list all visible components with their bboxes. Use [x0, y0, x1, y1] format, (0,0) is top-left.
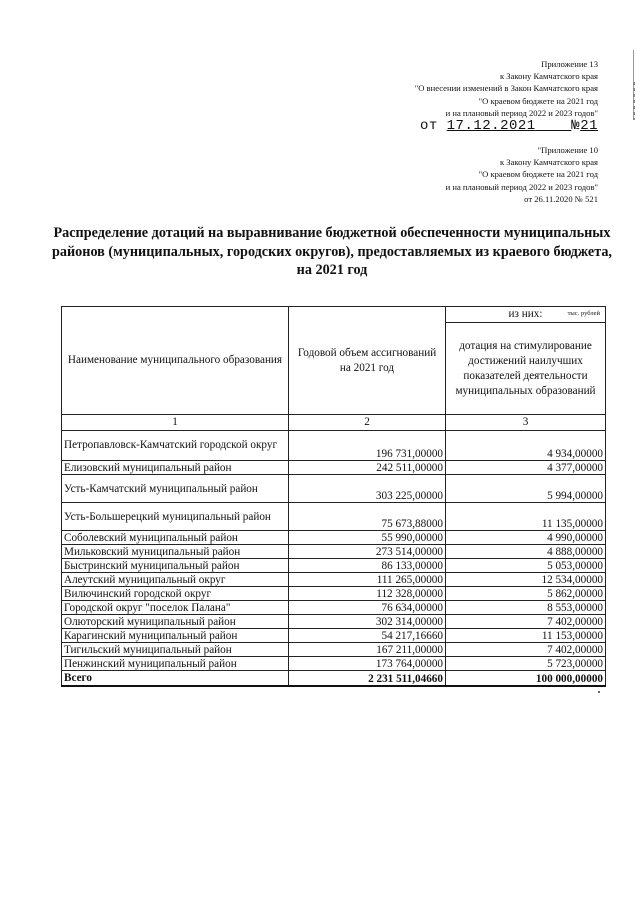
- appendix-13-line1: Приложение 13: [541, 59, 598, 69]
- document-title: Распределение дотаций на выравнивание бюджетной обеспеченности муниципальных районов (муниципальных, городских округов), предоставляемых из краевого бюджета, на 2021 год: [52, 225, 612, 278]
- total-annual: 2 231 511,04660: [289, 671, 446, 686]
- row-total: 75 673,88000: [289, 503, 446, 531]
- table-row: [62, 615, 606, 629]
- row-name: Тигильский муниципальный район: [62, 643, 289, 657]
- appendix-10-line2: к Закону Камчатского края: [499, 157, 598, 168]
- appendix-10-line5: от 26.11.2020 № 521: [524, 193, 598, 204]
- row-incentive: 4 990,00000: [446, 531, 606, 545]
- row-incentive: 7 402,00000: [446, 615, 606, 629]
- header-annual-total: Годовой объем ассигнований на 2021 год: [289, 307, 446, 415]
- row-total: 112 328,00000: [289, 587, 446, 601]
- table-row: [62, 531, 606, 545]
- table-row: [62, 643, 606, 657]
- row-name: Усть-Большерецкий муниципальный район: [62, 503, 289, 531]
- header-group-of-which: из них:: [446, 307, 606, 323]
- row-name: Городской округ "поселок Палана": [62, 601, 289, 615]
- table-row: [62, 461, 606, 475]
- row-incentive: 7 402,00000: [446, 643, 606, 657]
- table-row: [62, 587, 606, 601]
- row-name: Пенжинский муниципальный район: [62, 657, 289, 671]
- appendix-13-line5: и на плановый период 2022 и 2023 годов": [445, 107, 598, 118]
- row-incentive: 5 994,00000: [446, 475, 606, 503]
- stamp-gap: [536, 118, 572, 134]
- date-number-stamp: [415, 119, 598, 133]
- table-row: [62, 475, 606, 503]
- row-name: Усть-Камчатский муниципальный район: [62, 475, 289, 503]
- table-row: [62, 503, 606, 531]
- stamp-date: 17.12.2021: [446, 118, 536, 135]
- col-number-2: 2: [289, 415, 446, 431]
- row-total: 273 514,00000: [289, 545, 446, 559]
- stamp-prefix: от: [419, 118, 447, 135]
- row-total: 54 217,16660: [289, 629, 446, 643]
- appendix-13-header: [415, 58, 598, 133]
- unit-label: тыс. рублей: [567, 310, 600, 317]
- scan-speck: [598, 691, 600, 693]
- table-row: [62, 545, 606, 559]
- table-row: [62, 431, 606, 461]
- row-incentive: 5 723,00000: [446, 657, 606, 671]
- row-name: Соболевский муниципальный район: [62, 531, 289, 545]
- total-incentive: 100 000,00000: [446, 671, 606, 686]
- table-row: [62, 657, 606, 671]
- row-total: 76 634,00000: [289, 601, 446, 615]
- stamp-number: 21: [580, 118, 598, 135]
- header-name: Наименование муниципального образования: [62, 307, 289, 415]
- row-total: 303 225,00000: [289, 475, 446, 503]
- appendix-13-line3: "О внесении изменений в Закон Камчатского края: [414, 83, 598, 94]
- appendix-10-line1: "Приложение 10: [537, 145, 598, 155]
- row-incentive: 8 553,00000: [446, 601, 606, 615]
- row-total: 86 133,00000: [289, 559, 446, 573]
- row-name: Мильковский муниципальный район: [62, 545, 289, 559]
- row-total: 111 265,00000: [289, 573, 446, 587]
- row-name: Елизовский муниципальный район: [62, 461, 289, 475]
- appendix-10-header: [446, 144, 598, 205]
- appendix-13-line4: "О краевом бюджете на 2021 год: [478, 95, 598, 106]
- appendix-13-line2: к Закону Камчатского края: [499, 71, 598, 82]
- row-name: Вилючинский городской округ: [62, 587, 289, 601]
- row-total: 196 731,00000: [289, 431, 446, 461]
- row-incentive: 12 534,00000: [446, 573, 606, 587]
- row-incentive: 4 377,00000: [446, 461, 606, 475]
- row-incentive: 4 888,00000: [446, 545, 606, 559]
- total-row: [62, 671, 606, 686]
- row-total: 173 764,00000: [289, 657, 446, 671]
- header-incentive: дотация на стимулирование достижений наилучших показателей деятельности муниципальных образований: [446, 323, 606, 415]
- table-row: [62, 559, 606, 573]
- row-name: Алеутский муниципальный округ: [62, 573, 289, 587]
- total-label: Всего: [62, 671, 289, 686]
- table-row: [62, 573, 606, 587]
- row-total: 167 211,00000: [289, 643, 446, 657]
- row-incentive: 4 934,00000: [446, 431, 606, 461]
- row-incentive: 11 153,00000: [446, 629, 606, 643]
- row-name: Петропавловск-Камчатский городской округ: [62, 431, 289, 461]
- stamp-no-label: №: [571, 118, 581, 135]
- row-incentive: 11 135,00000: [446, 503, 606, 531]
- col-number-1: 1: [62, 415, 289, 431]
- table-row: [62, 629, 606, 643]
- row-incentive: 5 053,00000: [446, 559, 606, 573]
- row-total: 302 314,00000: [289, 615, 446, 629]
- table-row: [62, 601, 606, 615]
- row-incentive: 5 862,00000: [446, 587, 606, 601]
- row-total: 242 511,00000: [289, 461, 446, 475]
- row-name: Быстринский муниципальный район: [62, 559, 289, 573]
- appendix-10-line3: "О краевом бюджете на 2021 год: [478, 169, 598, 180]
- col-number-3: 3: [446, 415, 606, 431]
- row-name: Олюторский муниципальный район: [62, 615, 289, 629]
- appendix-10-line4: и на плановый период 2022 и 2023 годов": [445, 181, 598, 192]
- row-total: 55 990,00000: [289, 531, 446, 545]
- row-name: Карагинский муниципальный район: [62, 629, 289, 643]
- scan-edge-mark-dashed: [633, 82, 635, 120]
- subsidies-table: [61, 306, 606, 687]
